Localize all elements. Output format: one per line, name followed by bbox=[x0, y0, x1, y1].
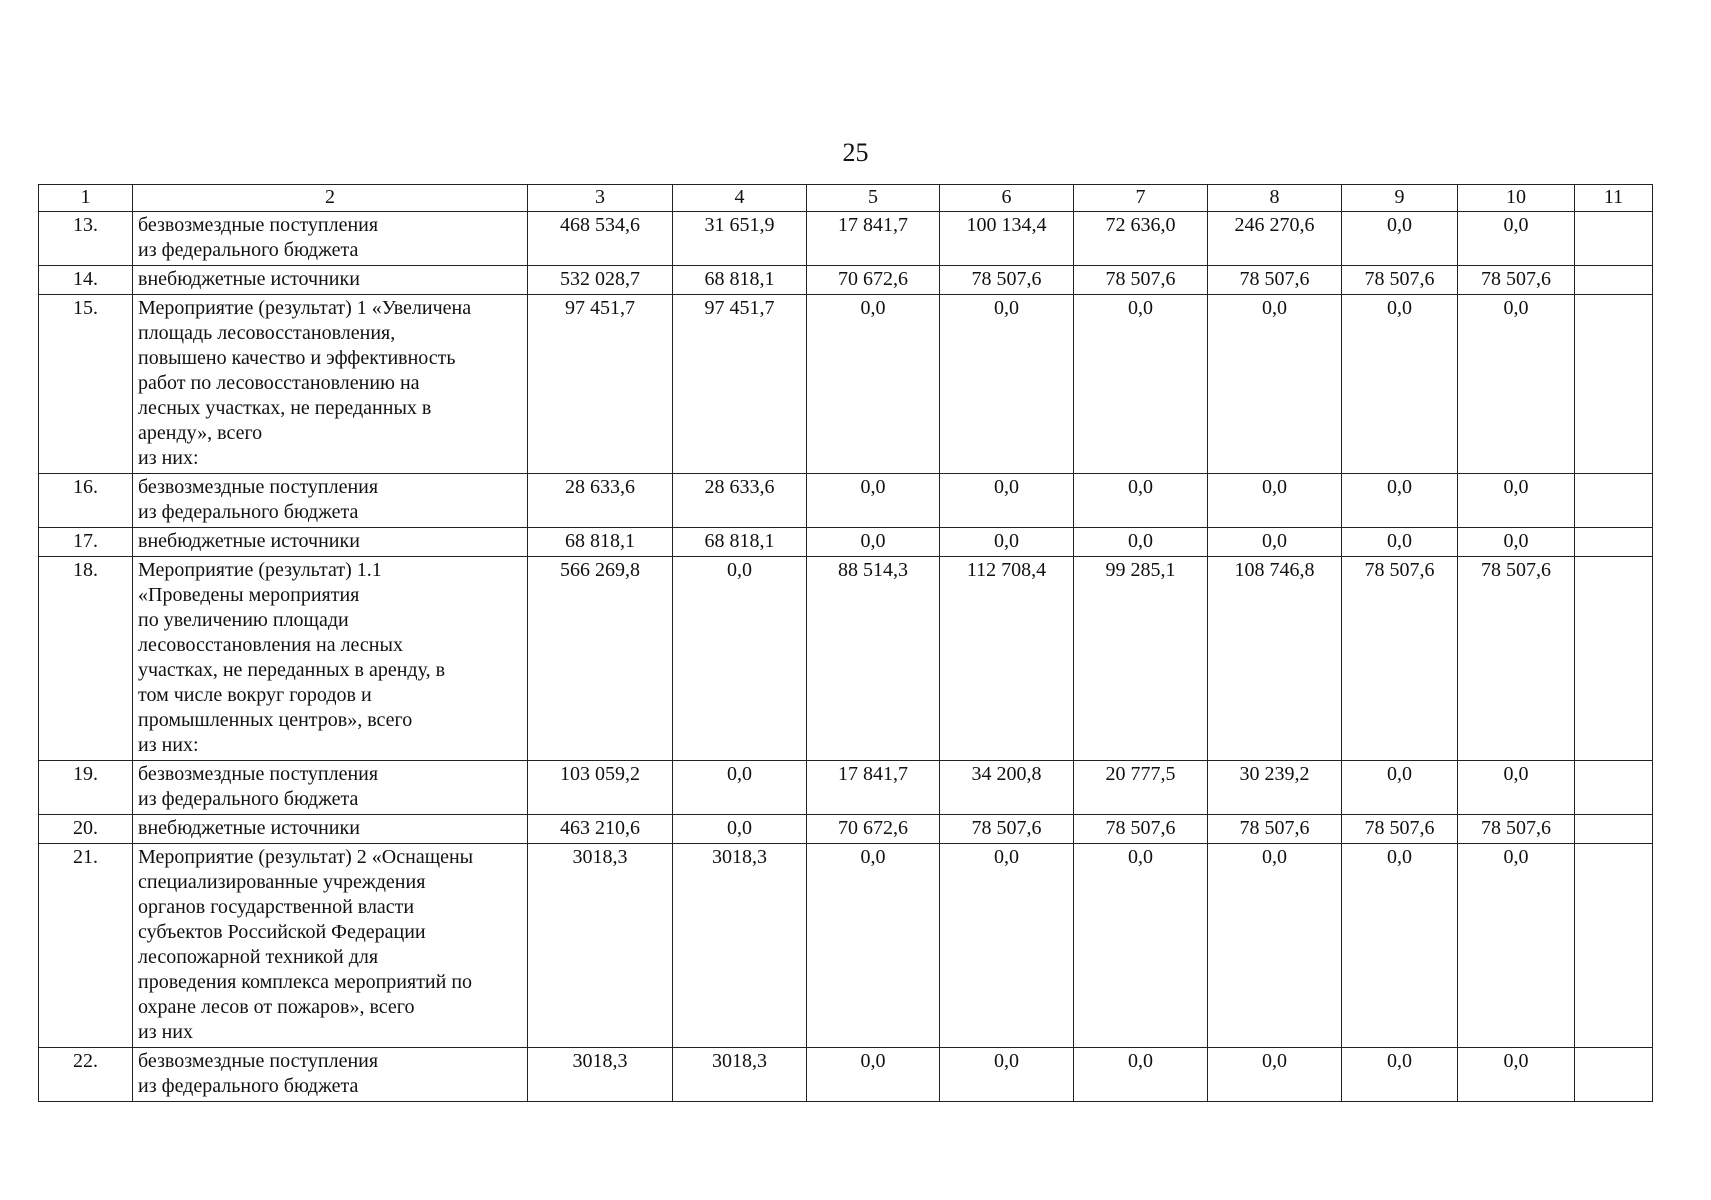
value-cell-col-11 bbox=[1575, 266, 1653, 295]
description-line: из них bbox=[138, 1021, 194, 1043]
value-cell-col-8: 246 270,6 bbox=[1208, 212, 1342, 266]
description-line: безвозмездные поступления bbox=[138, 476, 379, 498]
value-cell-col-3: 532 028,7 bbox=[528, 266, 673, 295]
value-cell-col-9: 0,0 bbox=[1342, 212, 1458, 266]
value-cell-col-10: 78 507,6 bbox=[1458, 557, 1575, 761]
budget-table bbox=[38, 184, 1653, 1102]
description-line: лесопожарной техникой для bbox=[138, 946, 379, 968]
value-cell-col-4: 28 633,6 bbox=[673, 474, 807, 528]
value-cell-col-5: 0,0 bbox=[807, 1048, 940, 1102]
row-number: 14. bbox=[39, 266, 133, 295]
value-cell-col-4: 0,0 bbox=[673, 815, 807, 844]
value-cell-col-10: 0,0 bbox=[1458, 844, 1575, 1048]
column-header-9: 9 bbox=[1342, 185, 1458, 212]
description-line: том числе вокруг городов и bbox=[138, 684, 372, 706]
column-header-7: 7 bbox=[1074, 185, 1208, 212]
table-row bbox=[39, 1048, 1653, 1102]
description-line: субъектов Российской Федерации bbox=[138, 921, 426, 943]
row-description bbox=[133, 266, 528, 295]
value-cell-col-9: 0,0 bbox=[1342, 295, 1458, 474]
description-line: безвозмездные поступления bbox=[138, 763, 379, 785]
description-line: внебюджетные источники bbox=[138, 268, 360, 290]
row-number: 15. bbox=[39, 295, 133, 474]
value-cell-col-9: 78 507,6 bbox=[1342, 815, 1458, 844]
table-row bbox=[39, 528, 1653, 557]
value-cell-col-4: 3018,3 bbox=[673, 1048, 807, 1102]
value-cell-col-6: 0,0 bbox=[940, 1048, 1074, 1102]
description-line: аренду», всего bbox=[138, 422, 263, 444]
value-cell-col-6: 78 507,6 bbox=[940, 815, 1074, 844]
row-description bbox=[133, 528, 528, 557]
value-cell-col-3: 68 818,1 bbox=[528, 528, 673, 557]
row-number: 20. bbox=[39, 815, 133, 844]
value-cell-col-11 bbox=[1575, 761, 1653, 815]
value-cell-col-4: 68 818,1 bbox=[673, 528, 807, 557]
description-line: лесовосстановления на лесных bbox=[138, 634, 403, 656]
value-cell-col-10: 0,0 bbox=[1458, 761, 1575, 815]
table-row bbox=[39, 266, 1653, 295]
column-number-header-row bbox=[39, 185, 1653, 212]
row-description bbox=[133, 815, 528, 844]
value-cell-col-3: 3018,3 bbox=[528, 844, 673, 1048]
table-row bbox=[39, 295, 1653, 474]
description-line: из федерального бюджета bbox=[138, 788, 359, 810]
row-number: 18. bbox=[39, 557, 133, 761]
column-header-1: 1 bbox=[39, 185, 133, 212]
description-line: Мероприятие (результат) 1.1 bbox=[138, 559, 382, 581]
description-line: повышено качество и эффективность bbox=[138, 347, 456, 369]
value-cell-col-11 bbox=[1575, 212, 1653, 266]
description-line: из федерального бюджета bbox=[138, 1075, 359, 1097]
value-cell-col-9: 0,0 bbox=[1342, 761, 1458, 815]
value-cell-col-3: 3018,3 bbox=[528, 1048, 673, 1102]
value-cell-col-5: 17 841,7 bbox=[807, 761, 940, 815]
table-row bbox=[39, 212, 1653, 266]
row-description bbox=[133, 1048, 528, 1102]
value-cell-col-11 bbox=[1575, 528, 1653, 557]
value-cell-col-7: 0,0 bbox=[1074, 295, 1208, 474]
value-cell-col-6: 0,0 bbox=[940, 295, 1074, 474]
row-number: 22. bbox=[39, 1048, 133, 1102]
description-line: органов государственной власти bbox=[138, 896, 415, 918]
value-cell-col-7: 20 777,5 bbox=[1074, 761, 1208, 815]
value-cell-col-11 bbox=[1575, 474, 1653, 528]
value-cell-col-9: 0,0 bbox=[1342, 844, 1458, 1048]
value-cell-col-7: 0,0 bbox=[1074, 844, 1208, 1048]
value-cell-col-8: 0,0 bbox=[1208, 1048, 1342, 1102]
description-line: безвозмездные поступления bbox=[138, 1050, 379, 1072]
value-cell-col-10: 0,0 bbox=[1458, 528, 1575, 557]
value-cell-col-9: 0,0 bbox=[1342, 528, 1458, 557]
value-cell-col-4: 0,0 bbox=[673, 761, 807, 815]
value-cell-col-6: 0,0 bbox=[940, 844, 1074, 1048]
value-cell-col-11 bbox=[1575, 557, 1653, 761]
description-line: безвозмездные поступления bbox=[138, 214, 379, 236]
column-header-6: 6 bbox=[940, 185, 1074, 212]
value-cell-col-4: 3018,3 bbox=[673, 844, 807, 1048]
description-line: промышленных центров», всего bbox=[138, 709, 413, 731]
value-cell-col-8: 30 239,2 bbox=[1208, 761, 1342, 815]
page-number: 25 bbox=[842, 138, 869, 167]
description-line: по увеличению площади bbox=[138, 609, 349, 631]
column-header-11: 11 bbox=[1575, 185, 1653, 212]
table-row bbox=[39, 557, 1653, 761]
description-line: проведения комплекса мероприятий по bbox=[138, 971, 473, 993]
value-cell-col-4: 97 451,7 bbox=[673, 295, 807, 474]
description-line: Мероприятие (результат) 2 «Оснащены bbox=[138, 846, 474, 868]
value-cell-col-7: 0,0 bbox=[1074, 474, 1208, 528]
value-cell-col-6: 0,0 bbox=[940, 528, 1074, 557]
description-line: Мероприятие (результат) 1 «Увеличена bbox=[138, 297, 472, 319]
column-header-4: 4 bbox=[673, 185, 807, 212]
value-cell-col-5: 0,0 bbox=[807, 844, 940, 1048]
value-cell-col-10: 0,0 bbox=[1458, 212, 1575, 266]
value-cell-col-6: 78 507,6 bbox=[940, 266, 1074, 295]
value-cell-col-10: 0,0 bbox=[1458, 295, 1575, 474]
column-header-10: 10 bbox=[1458, 185, 1575, 212]
description-line: работ по лесовосстановлению на bbox=[138, 372, 420, 394]
value-cell-col-8: 78 507,6 bbox=[1208, 815, 1342, 844]
value-cell-col-4: 31 651,9 bbox=[673, 212, 807, 266]
description-line: из них: bbox=[138, 447, 199, 469]
row-number: 16. bbox=[39, 474, 133, 528]
value-cell-col-6: 34 200,8 bbox=[940, 761, 1074, 815]
value-cell-col-3: 566 269,8 bbox=[528, 557, 673, 761]
value-cell-col-7: 78 507,6 bbox=[1074, 266, 1208, 295]
table-row bbox=[39, 474, 1653, 528]
description-line: площадь лесовосстановления, bbox=[138, 322, 396, 344]
column-header-5: 5 bbox=[807, 185, 940, 212]
row-number: 19. bbox=[39, 761, 133, 815]
value-cell-col-10: 78 507,6 bbox=[1458, 815, 1575, 844]
value-cell-col-9: 78 507,6 bbox=[1342, 266, 1458, 295]
value-cell-col-8: 108 746,8 bbox=[1208, 557, 1342, 761]
value-cell-col-6: 0,0 bbox=[940, 474, 1074, 528]
value-cell-col-3: 97 451,7 bbox=[528, 295, 673, 474]
description-line: лесных участках, не переданных в bbox=[138, 397, 432, 419]
value-cell-col-5: 70 672,6 bbox=[807, 815, 940, 844]
row-description bbox=[133, 212, 528, 266]
value-cell-col-5: 70 672,6 bbox=[807, 266, 940, 295]
value-cell-col-6: 112 708,4 bbox=[940, 557, 1074, 761]
column-header-3: 3 bbox=[528, 185, 673, 212]
value-cell-col-3: 468 534,6 bbox=[528, 212, 673, 266]
value-cell-col-4: 68 818,1 bbox=[673, 266, 807, 295]
value-cell-col-8: 0,0 bbox=[1208, 528, 1342, 557]
value-cell-col-3: 28 633,6 bbox=[528, 474, 673, 528]
value-cell-col-10: 0,0 bbox=[1458, 1048, 1575, 1102]
value-cell-col-3: 103 059,2 bbox=[528, 761, 673, 815]
value-cell-col-7: 72 636,0 bbox=[1074, 212, 1208, 266]
value-cell-col-9: 78 507,6 bbox=[1342, 557, 1458, 761]
row-description bbox=[133, 557, 528, 761]
value-cell-col-7: 0,0 bbox=[1074, 1048, 1208, 1102]
table-row bbox=[39, 761, 1653, 815]
row-number: 13. bbox=[39, 212, 133, 266]
description-line: участках, не переданных в аренду, в bbox=[138, 659, 446, 681]
value-cell-col-10: 78 507,6 bbox=[1458, 266, 1575, 295]
row-description bbox=[133, 761, 528, 815]
value-cell-col-8: 0,0 bbox=[1208, 295, 1342, 474]
value-cell-col-9: 0,0 bbox=[1342, 1048, 1458, 1102]
description-line: из федерального бюджета bbox=[138, 501, 359, 523]
description-line: внебюджетные источники bbox=[138, 530, 360, 552]
description-line: внебюджетные источники bbox=[138, 817, 360, 839]
description-line: «Проведены мероприятия bbox=[138, 584, 360, 606]
table-row bbox=[39, 815, 1653, 844]
value-cell-col-7: 78 507,6 bbox=[1074, 815, 1208, 844]
column-header-8: 8 bbox=[1208, 185, 1342, 212]
value-cell-col-5: 0,0 bbox=[807, 528, 940, 557]
row-number: 17. bbox=[39, 528, 133, 557]
description-line: из них: bbox=[138, 734, 199, 756]
value-cell-col-4: 0,0 bbox=[673, 557, 807, 761]
value-cell-col-9: 0,0 bbox=[1342, 474, 1458, 528]
value-cell-col-11 bbox=[1575, 295, 1653, 474]
value-cell-col-8: 0,0 bbox=[1208, 844, 1342, 1048]
value-cell-col-5: 0,0 bbox=[807, 474, 940, 528]
description-line: из федерального бюджета bbox=[138, 239, 359, 261]
value-cell-col-11 bbox=[1575, 1048, 1653, 1102]
value-cell-col-5: 17 841,7 bbox=[807, 212, 940, 266]
column-header-2: 2 bbox=[133, 185, 528, 212]
table-body bbox=[39, 212, 1653, 1102]
description-line: охране лесов от пожаров», всего bbox=[138, 996, 415, 1018]
value-cell-col-10: 0,0 bbox=[1458, 474, 1575, 528]
value-cell-col-11 bbox=[1575, 815, 1653, 844]
description-line: специализированные учреждения bbox=[138, 871, 426, 893]
row-description bbox=[133, 474, 528, 528]
row-description bbox=[133, 295, 528, 474]
value-cell-col-8: 78 507,6 bbox=[1208, 266, 1342, 295]
row-number: 21. bbox=[39, 844, 133, 1048]
value-cell-col-11 bbox=[1575, 844, 1653, 1048]
table-row bbox=[39, 844, 1653, 1048]
value-cell-col-7: 99 285,1 bbox=[1074, 557, 1208, 761]
value-cell-col-3: 463 210,6 bbox=[528, 815, 673, 844]
row-description bbox=[133, 844, 528, 1048]
value-cell-col-7: 0,0 bbox=[1074, 528, 1208, 557]
value-cell-col-5: 0,0 bbox=[807, 295, 940, 474]
value-cell-col-6: 100 134,4 bbox=[940, 212, 1074, 266]
value-cell-col-8: 0,0 bbox=[1208, 474, 1342, 528]
value-cell-col-5: 88 514,3 bbox=[807, 557, 940, 761]
